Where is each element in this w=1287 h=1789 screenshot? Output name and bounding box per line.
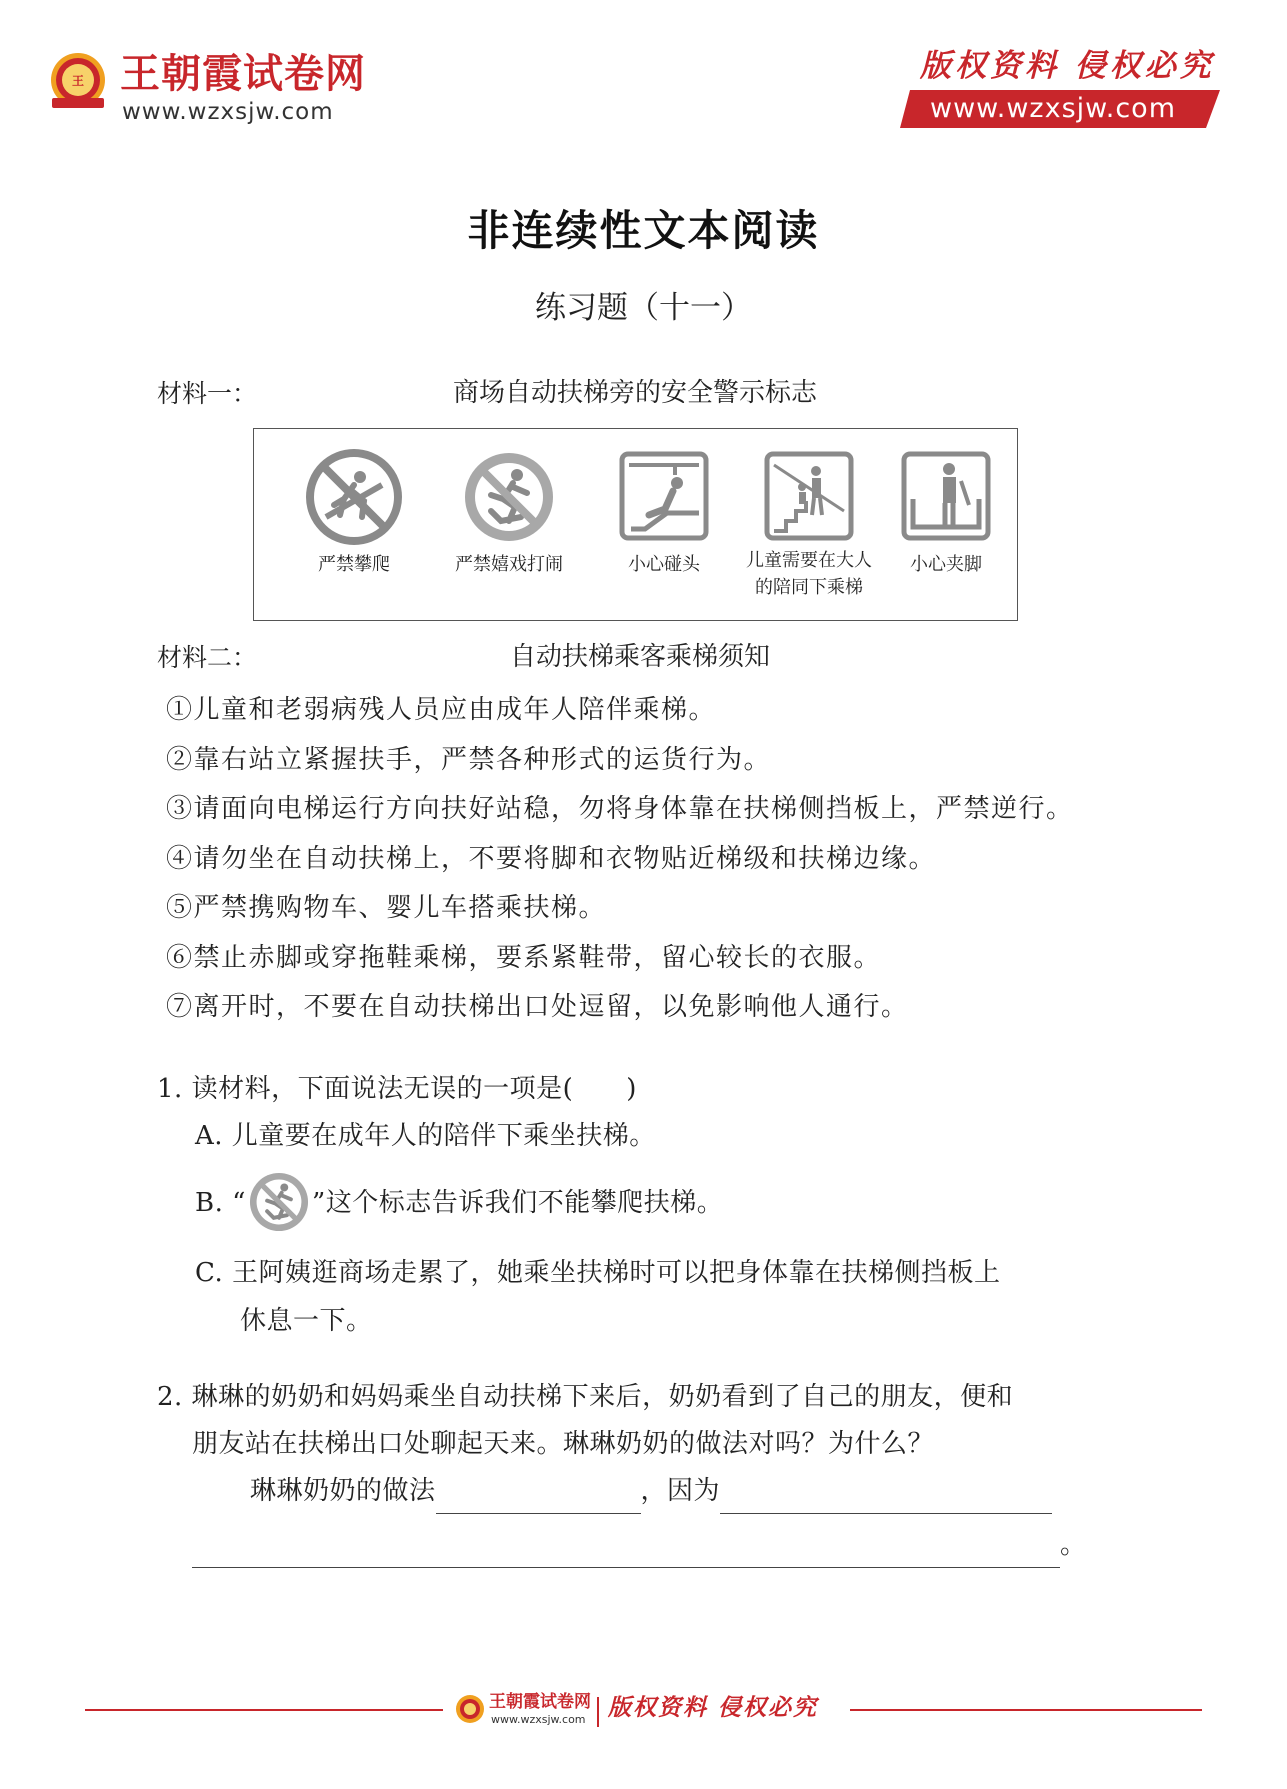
- question-2-answer-row: [250, 1468, 1052, 1514]
- footer-divider-left: [85, 1709, 443, 1711]
- option-b-prefix: B. “: [195, 1188, 246, 1218]
- warning-signs-panel: [253, 428, 1018, 621]
- sign-mind-feet: [886, 451, 1006, 578]
- footer-logo-icon: [454, 1694, 486, 1726]
- answer-mid: ，因为: [640, 1476, 721, 1506]
- sign-no-playing: [424, 447, 594, 578]
- answer-prefix: 琳琳奶奶的做法: [250, 1476, 436, 1506]
- no-playing-icon: [246, 1169, 312, 1235]
- sign-no-climbing: [284, 447, 424, 578]
- question-1-option-c[interactable]: C. 王阿姨逛商场走累了，她乘坐扶梯时可以把身体靠在扶梯侧挡板上: [195, 1258, 1001, 1288]
- footer-brand-name: 王朝霞试卷网: [489, 1692, 591, 1712]
- list-item: ①儿童和老弱病残人员应由成年人陪伴乘梯。: [166, 695, 717, 725]
- sign-label: 小心碰头: [628, 554, 700, 575]
- sign-label: 小心夹脚: [910, 554, 982, 575]
- footer-separator: [597, 1697, 599, 1727]
- footer-copyright: 版权资料 侵权必究: [608, 1694, 819, 1721]
- page-subtitle: 练习题（十一）: [535, 290, 752, 326]
- question-1-stem: 1. 读材料，下面说法无误的一项是( ): [157, 1074, 637, 1104]
- material1-label: 材料一：: [157, 379, 258, 408]
- question-2-stem: 2. 琳琳的奶奶和妈妈乘坐自动扶梯下来后，奶奶看到了自己的朋友，便和: [157, 1382, 1014, 1412]
- question-1-option-b[interactable]: [195, 1180, 723, 1226]
- material2-label: 材料二：: [157, 643, 258, 672]
- rules-list: [166, 686, 1166, 1033]
- answer-end: 。: [1060, 1530, 1087, 1560]
- answer-blank-3[interactable]: [192, 1537, 1060, 1568]
- child-accompanied-icon: [764, 451, 854, 541]
- option-b-suffix: ”这个标志告诉我们不能攀爬扶梯。: [311, 1188, 724, 1218]
- banner-url[interactable]: www.wzxsjw.com: [930, 93, 1177, 124]
- no-climbing-icon: [304, 447, 404, 547]
- sign-label-line2: 的陪同下乘梯: [755, 577, 863, 598]
- svg-text:王: 王: [71, 74, 85, 88]
- list-item: ⑦离开时，不要在自动扶梯出口处逗留，以免影响他人通行。: [166, 992, 909, 1022]
- footer-brand-url[interactable]: www.wzxsjw.com: [491, 1713, 586, 1726]
- mind-head-icon: [619, 451, 709, 541]
- list-item: ⑥禁止赤脚或穿拖鞋乘梯，要系紧鞋带，留心较长的衣服。: [166, 942, 882, 973]
- list-item: ⑤严禁携购物车、婴儿车搭乘扶梯。: [166, 893, 607, 923]
- list-item: ④请勿坐在自动扶梯上，不要将脚和衣物贴近梯级和扶梯边缘。: [166, 843, 937, 874]
- sign-child-accompanied: [734, 451, 884, 601]
- material2-title: 自动扶梯乘客乘梯须知: [509, 642, 770, 672]
- mind-feet-icon: [901, 451, 991, 541]
- sign-mind-head: [594, 451, 734, 578]
- brand-logo-icon: [48, 52, 108, 112]
- material1-title: 商场自动扶梯旁的安全警示标志: [452, 378, 817, 408]
- sign-label: 严禁攀爬: [318, 554, 390, 575]
- no-playing-icon: [459, 447, 559, 547]
- list-item: ③请面向电梯运行方向扶好站稳，勿将身体靠在扶梯侧挡板上，严禁逆行。: [166, 794, 1074, 824]
- question-1-option-a[interactable]: A. 儿童要在成年人的陪伴下乘坐扶梯。: [195, 1121, 656, 1151]
- footer-divider-right: [850, 1709, 1202, 1711]
- copyright-notice: 版权资料 侵权必究: [920, 48, 1215, 84]
- sign-label: 儿童需要在大人: [746, 550, 872, 571]
- brand-url[interactable]: www.wzxsjw.com: [122, 99, 334, 125]
- list-item: ②靠右站立紧握扶手，严禁各种形式的运货行为。: [166, 744, 772, 775]
- page-title: 非连续性文本阅读: [467, 206, 820, 255]
- answer-blank-2[interactable]: [720, 1483, 1052, 1514]
- question-2-answer-row-2: [192, 1522, 1087, 1568]
- sign-label: 严禁嬉戏打闹: [455, 554, 563, 575]
- answer-blank-1[interactable]: [436, 1483, 641, 1514]
- question-1-option-c-line2: 休息一下。: [240, 1306, 373, 1336]
- brand-name: 王朝霞试卷网: [120, 51, 366, 97]
- question-2-stem-line2: 朋友站在扶梯出口处聊起天来。琳琳奶奶的做法对吗？为什么？: [192, 1429, 935, 1459]
